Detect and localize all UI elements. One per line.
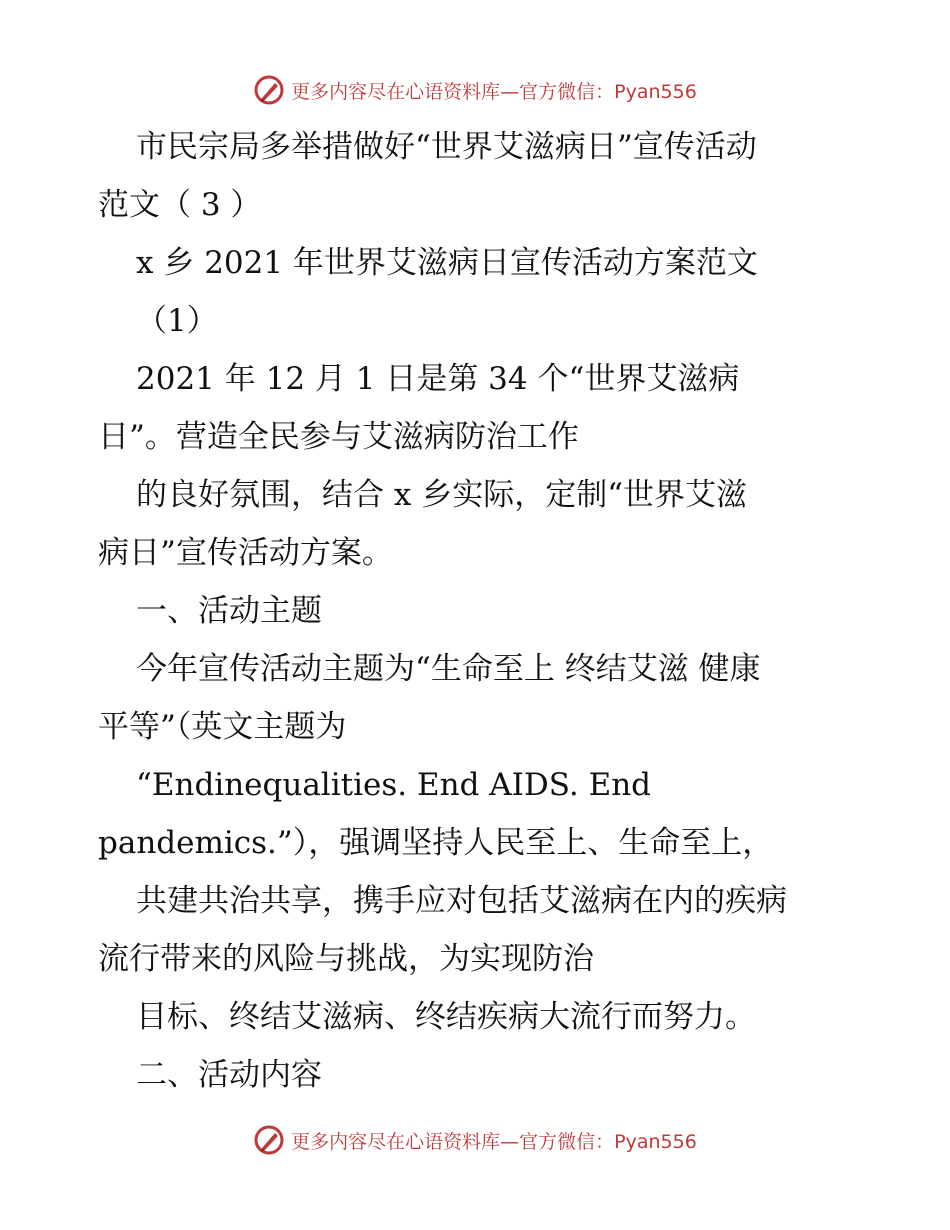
header-banner-text: 更多内容尽在心语资料库—官方微信：Pyan556: [291, 80, 697, 103]
footer-banner-text: 更多内容尽在心语资料库—官方微信：Pyan556: [291, 1130, 697, 1153]
doc-title-line-1: 市民宗局多举措做好“世界艾滋病日”宣传活动: [136, 129, 757, 165]
doc-paragraph-line: 病日”宣传活动方案。: [98, 535, 393, 571]
doc-paragraph-line: 今年宣传活动主题为“生命至上 终结艾滋 健康: [136, 651, 761, 687]
doc-subtitle-line-2: （1）: [136, 303, 218, 339]
doc-paragraph-line: 目标、终结艾滋病、终结疾病大流行而努力。: [136, 999, 756, 1035]
document-body: [98, 118, 888, 1104]
doc-paragraph-line: 共建共治共享，携手应对包括艾滋病在内的疾病: [136, 883, 787, 919]
header-banner: [0, 70, 950, 110]
doc-paragraph-line: pandemics.”），强调坚持人民至上、生命至上，: [98, 825, 774, 861]
section-heading-content: 二、活动内容: [136, 1057, 322, 1093]
pen-circle-logo-icon: [253, 1124, 285, 1156]
pen-circle-logo-icon: [253, 74, 285, 106]
doc-paragraph-line: 日”。营造全民参与艾滋病防治工作: [98, 419, 579, 455]
doc-paragraph-line: 的良好氛围，结合 x 乡实际，定制“世界艾滋: [136, 477, 748, 513]
doc-paragraph-line: 平等”（英文主题为: [98, 709, 347, 745]
doc-subtitle-line-1: x 乡 2021 年世界艾滋病日宣传活动方案范文: [136, 245, 758, 281]
doc-paragraph-line: 流行带来的风险与挑战，为实现防治: [98, 941, 594, 977]
section-heading-theme: 一、活动主题: [136, 593, 322, 629]
footer-banner: [0, 1120, 950, 1160]
doc-paragraph-line: “Endinequalities. End AIDS. End: [136, 767, 652, 803]
doc-title-line-2: 范文（ 3 ）: [98, 187, 262, 223]
doc-paragraph-line: 2021 年 12 月 1 日是第 34 个“世界艾滋病: [136, 361, 740, 397]
